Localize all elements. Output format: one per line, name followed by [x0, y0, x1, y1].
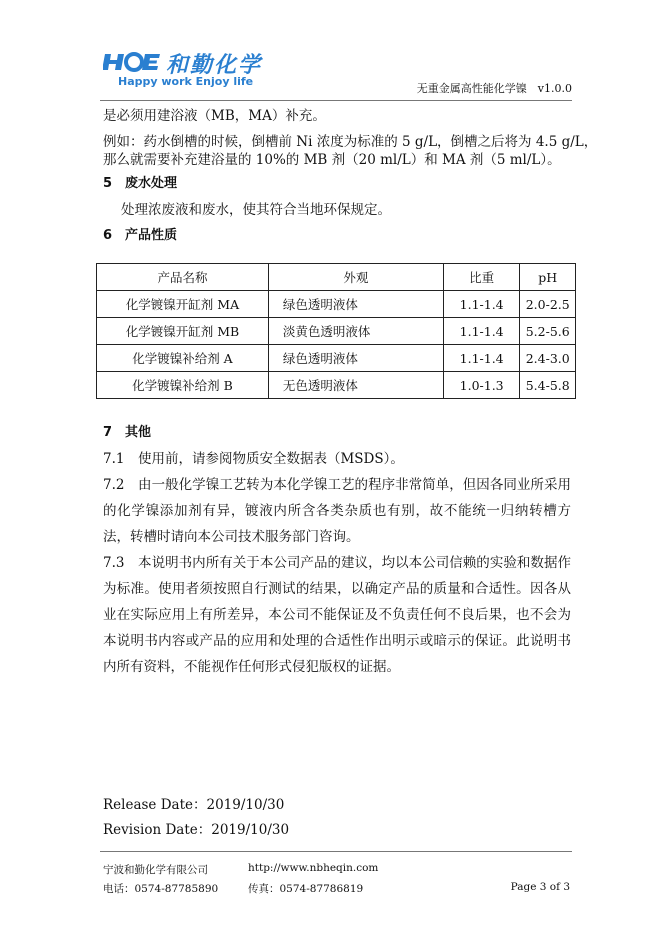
footer-fax: 传真：0574-87786819 — [248, 883, 364, 895]
column-header-name: 产品名称 — [97, 264, 269, 291]
header-divider — [100, 100, 572, 101]
section-5-heading: 5 废水处理 — [103, 176, 178, 191]
table-header-row — [97, 264, 576, 291]
section-7-2-paragraph: 7.2 由一般化学镍工艺转为本化学镍工艺的程序非常简单，但因各同业所采用的化学镍添加剂有异，镀液内所含各类杂质也有别，故不能统一归纳转槽方法，转槽时请向本公司技术服务部门咨询。 — [103, 477, 571, 545]
section-7-3-paragraph: 7.3 本说明书内所有关于本公司产品的建议，均以本公司信赖的实验和数据作为标准。使用者须按照自行测试的结果，以确定产品的质量和合适性。因各从业在实际应用上有所差异，本公司不能保证及不负责任何不良后果，也不会为本说明书内容或产品的应用和处理的合适性作出明示或暗示的保证。此说明书内所有资料，不能视作任何形式侵犯版权的证据。 — [103, 555, 571, 675]
cell-ph: 2.4-3.0 — [520, 345, 576, 372]
product-properties-table — [96, 263, 576, 399]
table-row — [97, 345, 576, 372]
logo-chinese-name: 和勤化学 — [166, 53, 263, 78]
footer-company: 宁波和勤化学有限公司 — [103, 864, 208, 876]
section-6-heading: 6 产品性质 — [103, 228, 178, 243]
footer-page-number: Page 3 of 3 — [510, 881, 570, 893]
company-logo-mark — [103, 52, 161, 72]
cell-product-name: 化学镀镍开缸剂 MA — [97, 291, 269, 318]
cell-appearance: 淡黄色透明液体 — [268, 318, 443, 345]
intro-line-1: 是必须用建浴液（MB，MA）补充。 — [103, 108, 326, 124]
revision-date: Revision Date：2019/10/30 — [103, 822, 290, 838]
section-5-text: 处理浓废液和废水，使其符合当地环保规定。 — [121, 202, 391, 218]
footer-phone: 电话：0574-87785890 — [103, 883, 219, 895]
column-header-ph: pH — [520, 264, 576, 291]
logo-slogan: Happy work Enjoy life — [118, 75, 254, 88]
footer-website-link[interactable]: http://www.nbheqin.com — [248, 862, 379, 874]
cell-product-name: 化学镀镍补给剂 B — [97, 372, 269, 399]
intro-line-3: 那么就需要补充建浴量的 10%的 MB 剂（20 ml/L）和 MA 剂（5 ml/L）。 — [103, 152, 561, 168]
cell-ph: 5.4-5.8 — [520, 372, 576, 399]
table-row — [97, 291, 576, 318]
cell-ph: 5.2-5.6 — [520, 318, 576, 345]
cell-density: 1.1-1.4 — [443, 291, 520, 318]
logo-o-glyph — [126, 54, 142, 70]
cell-density: 1.1-1.4 — [443, 345, 520, 372]
cell-appearance: 绿色透明液体 — [268, 345, 443, 372]
footer-divider — [100, 851, 572, 852]
table-row — [97, 372, 576, 399]
column-header-appearance: 外观 — [268, 264, 443, 291]
intro-line-2: 例如：药水倒槽的时候，倒槽前 Ni 浓度为标准的 5 g/L，倒槽之后将为 4.5 g/L， — [103, 134, 598, 150]
table-row — [97, 318, 576, 345]
logo-h-glyph — [103, 54, 124, 70]
document-title: 无重金属高性能化学镍 v1.0.0 — [416, 82, 572, 95]
logo-e-glyph — [142, 54, 160, 70]
cell-ph: 2.0-2.5 — [520, 291, 576, 318]
cell-density: 1.0-1.3 — [443, 372, 520, 399]
cell-density: 1.1-1.4 — [443, 318, 520, 345]
section-7-1-paragraph: 7.1 使用前，请参阅物质安全数据表（MSDS）。 — [103, 451, 404, 467]
column-header-density: 比重 — [443, 264, 520, 291]
release-date: Release Date：2019/10/30 — [103, 797, 285, 813]
cell-product-name: 化学镀镍补给剂 A — [97, 345, 269, 372]
cell-appearance: 无色透明液体 — [268, 372, 443, 399]
section-7-heading: 7 其他 — [103, 425, 152, 440]
cell-appearance: 绿色透明液体 — [268, 291, 443, 318]
cell-product-name: 化学镀镍开缸剂 MB — [97, 318, 269, 345]
